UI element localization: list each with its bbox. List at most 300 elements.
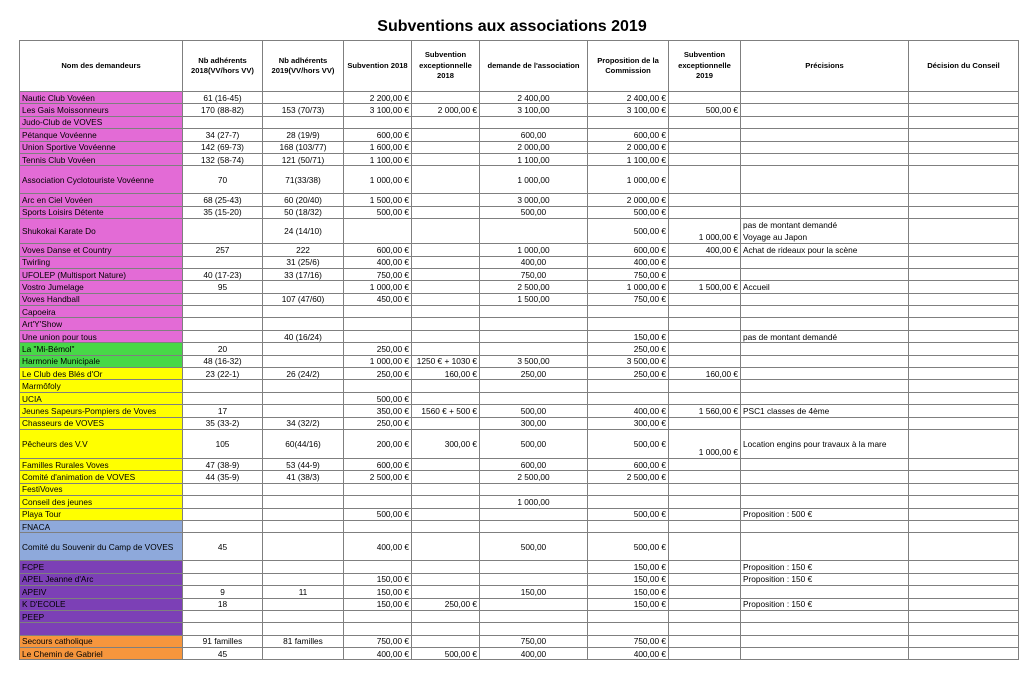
cell-council-decision [909, 141, 1019, 153]
cell-commission-proposal [588, 520, 669, 532]
cell-organisation-name: Pétanque Vovéenne [20, 129, 183, 141]
cell-grant-2018 [344, 116, 412, 128]
cell-commission-proposal: 2 500,00 € [588, 471, 669, 483]
cell-members-2019 [263, 306, 344, 318]
cell-members-2019: 153 (70/73) [263, 104, 344, 116]
table-row [20, 281, 1019, 293]
cell-commission-proposal: 500,00 € [588, 429, 669, 458]
table-row [20, 318, 1019, 330]
table-row [20, 256, 1019, 268]
cell-exceptional-grant-2018 [412, 343, 480, 355]
cell-association-request [480, 392, 588, 404]
cell-association-request: 400,00 [480, 648, 588, 660]
cell-exceptional-grant-2019 [669, 598, 741, 610]
cell-exceptional-grant-2019 [669, 561, 741, 573]
cell-details: Proposition : 500 € [741, 508, 909, 520]
cell-details [741, 116, 909, 128]
cell-grant-2018: 3 100,00 € [344, 104, 412, 116]
cell-exceptional-grant-2018 [412, 330, 480, 342]
cell-exceptional-grant-2019 [669, 355, 741, 367]
cell-organisation-name: Twirling [20, 256, 183, 268]
cell-organisation-name: Jeunes Sapeurs-Pompiers de Voves [20, 405, 183, 417]
table-row [20, 355, 1019, 367]
cell-association-request: 3 100,00 [480, 104, 588, 116]
cell-association-request: 2 500,00 [480, 281, 588, 293]
cell-grant-2018: 250,00 € [344, 368, 412, 380]
cell-organisation-name: Judo-Club de VOVES [20, 116, 183, 128]
cell-commission-proposal: 300,00 € [588, 417, 669, 429]
cell-members-2019 [263, 281, 344, 293]
cell-members-2019 [263, 355, 344, 367]
cell-grant-2018 [344, 561, 412, 573]
cell-exceptional-grant-2019 [669, 471, 741, 483]
cell-exceptional-grant-2018: 1560 € + 500 € [412, 405, 480, 417]
subsidies-table [19, 40, 1019, 660]
cell-grant-2018 [344, 483, 412, 495]
cell-commission-proposal [588, 318, 669, 330]
cell-grant-2018: 450,00 € [344, 293, 412, 305]
cell-members-2018 [183, 306, 263, 318]
cell-members-2018: 91 familles [183, 635, 263, 647]
cell-members-2019 [263, 392, 344, 404]
cell-association-request [480, 623, 588, 635]
cell-council-decision [909, 623, 1019, 635]
cell-commission-proposal: 500,00 € [588, 206, 669, 218]
cell-association-request: 400,00 [480, 256, 588, 268]
cell-exceptional-grant-2019 [669, 268, 741, 280]
cell-association-request [480, 380, 588, 392]
cell-details [741, 380, 909, 392]
cell-exceptional-grant-2019 [669, 496, 741, 508]
cell-organisation-name: UFOLEP (Multisport Nature) [20, 268, 183, 280]
cell-association-request [480, 219, 588, 244]
cell-exceptional-grant-2019: 1 560,00 € [669, 405, 741, 417]
cell-organisation-name: FNACA [20, 520, 183, 532]
cell-exceptional-grant-2018 [412, 281, 480, 293]
details-line: Voyage au Japon [743, 232, 808, 243]
cell-members-2018 [183, 623, 263, 635]
cell-details: Proposition : 150 € [741, 561, 909, 573]
cell-grant-2018 [344, 496, 412, 508]
cell-members-2018: 20 [183, 343, 263, 355]
cell-exceptional-grant-2019 [669, 194, 741, 206]
cell-exceptional-grant-2018 [412, 496, 480, 508]
cell-grant-2018: 500,00 € [344, 508, 412, 520]
cell-members-2018: 18 [183, 598, 263, 610]
cell-exceptional-grant-2018: 250,00 € [412, 598, 480, 610]
table-row [20, 141, 1019, 153]
cell-details: Achat de rideaux pour la scène [741, 244, 909, 256]
cell-exceptional-grant-2018 [412, 533, 480, 561]
cell-council-decision [909, 293, 1019, 305]
cell-association-request: 2 400,00 [480, 92, 588, 104]
cell-organisation-name: Comité d'animation de VOVES [20, 471, 183, 483]
cell-organisation-name: UCIA [20, 392, 183, 404]
cell-members-2018 [183, 392, 263, 404]
cell-council-decision [909, 648, 1019, 660]
cell-exceptional-grant-2018 [412, 306, 480, 318]
cell-exceptional-grant-2018 [412, 256, 480, 268]
header-association-request: demande de l'association [480, 41, 588, 92]
cell-commission-proposal: 150,00 € [588, 573, 669, 585]
header-exceptional-grant-2019: Subvention exceptionnelle 2019 [669, 41, 741, 92]
table-row [20, 166, 1019, 194]
cell-exceptional-grant-2019 [669, 648, 741, 660]
cell-organisation-name: Comité du Souvenir du Camp de VOVES [20, 533, 183, 561]
cell-details [741, 586, 909, 598]
table-row [20, 405, 1019, 417]
cell-members-2018: 35 (33-2) [183, 417, 263, 429]
cell-exceptional-grant-2019 [669, 392, 741, 404]
cell-commission-proposal [588, 306, 669, 318]
cell-exceptional-grant-2018 [412, 244, 480, 256]
cell-exceptional-grant-2019 [669, 533, 741, 561]
cell-commission-proposal: 1 000,00 € [588, 281, 669, 293]
cell-exceptional-grant-2019: 500,00 € [669, 104, 741, 116]
cell-exceptional-grant-2018 [412, 293, 480, 305]
cell-details [741, 318, 909, 330]
cell-organisation-name: Chasseurs de VOVES [20, 417, 183, 429]
cell-commission-proposal: 3 500,00 € [588, 355, 669, 367]
cell-council-decision [909, 610, 1019, 622]
table-row [20, 116, 1019, 128]
cell-association-request [480, 318, 588, 330]
cell-council-decision [909, 129, 1019, 141]
cell-members-2018: 132 (58-74) [183, 153, 263, 165]
cell-members-2019 [263, 405, 344, 417]
cell-organisation-name: K D'ECOLE [20, 598, 183, 610]
cell-organisation-name: Playa Tour [20, 508, 183, 520]
cell-details [741, 194, 909, 206]
cell-exceptional-grant-2019 [669, 318, 741, 330]
cell-organisation-name: APEL Jeanne d'Arc [20, 573, 183, 585]
cell-organisation-name: Association Cyclotouriste Vovéenne [20, 166, 183, 194]
cell-council-decision [909, 586, 1019, 598]
cell-council-decision [909, 392, 1019, 404]
cell-details [741, 471, 909, 483]
cell-grant-2018: 750,00 € [344, 635, 412, 647]
cell-members-2018: 45 [183, 533, 263, 561]
cell-organisation-name: Shukokai Karate Do [20, 219, 183, 244]
cell-grant-2018: 2 500,00 € [344, 471, 412, 483]
cell-council-decision [909, 206, 1019, 218]
cell-council-decision [909, 561, 1019, 573]
cell-council-decision [909, 496, 1019, 508]
cell-association-request: 3 000,00 [480, 194, 588, 206]
cell-organisation-name: Marmôfoly [20, 380, 183, 392]
cell-organisation-name: Harmonie Municipale [20, 355, 183, 367]
cell-commission-proposal: 750,00 € [588, 268, 669, 280]
cell-members-2018 [183, 318, 263, 330]
cell-grant-2018: 150,00 € [344, 573, 412, 585]
table-body [20, 92, 1019, 660]
cell-exceptional-grant-2018 [412, 92, 480, 104]
cell-exceptional-grant-2019: 1 000,00 € [669, 429, 741, 458]
cell-association-request: 250,00 [480, 368, 588, 380]
cell-members-2019: 31 (25/6) [263, 256, 344, 268]
cell-members-2019 [263, 648, 344, 660]
cell-exceptional-grant-2018 [412, 219, 480, 244]
cell-commission-proposal: 150,00 € [588, 586, 669, 598]
cell-association-request: 300,00 [480, 417, 588, 429]
table-row [20, 219, 1019, 244]
cell-organisation-name: La "Mi-Bémol" [20, 343, 183, 355]
cell-details [741, 206, 909, 218]
cell-grant-2018: 400,00 € [344, 648, 412, 660]
cell-details: pas de montant demandé [741, 330, 909, 342]
cell-members-2019: 41 (38/3) [263, 471, 344, 483]
cell-grant-2018: 500,00 € [344, 392, 412, 404]
cell-members-2019: 121 (50/71) [263, 153, 344, 165]
cell-council-decision [909, 520, 1019, 532]
header-details: Précisions [741, 41, 909, 92]
cell-organisation-name: Nautic Club Vovéen [20, 92, 183, 104]
cell-grant-2018 [344, 380, 412, 392]
cell-members-2018 [183, 561, 263, 573]
cell-grant-2018: 1 000,00 € [344, 166, 412, 194]
cell-exceptional-grant-2019 [669, 116, 741, 128]
cell-exceptional-grant-2018 [412, 268, 480, 280]
cell-members-2018: 35 (15-20) [183, 206, 263, 218]
cell-details [741, 104, 909, 116]
cell-council-decision [909, 598, 1019, 610]
table-row [20, 561, 1019, 573]
cell-grant-2018: 1 000,00 € [344, 355, 412, 367]
cell-commission-proposal: 3 100,00 € [588, 104, 669, 116]
cell-organisation-name: PEEP [20, 610, 183, 622]
cell-details: Accueil [741, 281, 909, 293]
cell-council-decision [909, 343, 1019, 355]
table-row [20, 392, 1019, 404]
cell-organisation-name: FCPE [20, 561, 183, 573]
cell-members-2019: 11 [263, 586, 344, 598]
cell-council-decision [909, 92, 1019, 104]
table-row [20, 306, 1019, 318]
cell-commission-proposal: 2 000,00 € [588, 141, 669, 153]
cell-organisation-name: Le Chemin de Gabriel [20, 648, 183, 660]
table-row [20, 380, 1019, 392]
cell-grant-2018 [344, 330, 412, 342]
cell-exceptional-grant-2019: 400,00 € [669, 244, 741, 256]
cell-exceptional-grant-2019 [669, 153, 741, 165]
cell-commission-proposal: 250,00 € [588, 343, 669, 355]
cell-exceptional-grant-2018 [412, 483, 480, 495]
cell-exceptional-grant-2018 [412, 318, 480, 330]
cell-exceptional-grant-2018 [412, 129, 480, 141]
cell-organisation-name: Arc en Ciel Vovéen [20, 194, 183, 206]
header-members-2019: Nb adhérents 2019(VV/hors VV) [263, 41, 344, 92]
cell-commission-proposal: 750,00 € [588, 635, 669, 647]
cell-details [741, 268, 909, 280]
header-members-2018: Nb adhérents 2018(VV/hors VV) [183, 41, 263, 92]
table-row [20, 496, 1019, 508]
cell-members-2018 [183, 380, 263, 392]
cell-commission-proposal: 600,00 € [588, 129, 669, 141]
table-row [20, 92, 1019, 104]
cell-members-2019: 107 (47/60) [263, 293, 344, 305]
cell-exceptional-grant-2019 [669, 92, 741, 104]
cell-members-2018: 23 (22-1) [183, 368, 263, 380]
cell-commission-proposal: 500,00 € [588, 508, 669, 520]
cell-details [741, 417, 909, 429]
cell-commission-proposal: 600,00 € [588, 244, 669, 256]
cell-council-decision [909, 458, 1019, 470]
cell-members-2018: 257 [183, 244, 263, 256]
cell-members-2018 [183, 508, 263, 520]
cell-association-request: 600,00 [480, 129, 588, 141]
cell-members-2019: 81 familles [263, 635, 344, 647]
cell-exceptional-grant-2018: 1250 € + 1030 € [412, 355, 480, 367]
cell-commission-proposal: 400,00 € [588, 405, 669, 417]
cell-details [741, 92, 909, 104]
cell-details: Proposition : 150 € [741, 573, 909, 585]
cell-grant-2018: 250,00 € [344, 343, 412, 355]
cell-details [741, 219, 909, 244]
cell-organisation-name: Secours catholique [20, 635, 183, 647]
cell-commission-proposal: 500,00 € [588, 533, 669, 561]
cell-exceptional-grant-2019 [669, 635, 741, 647]
cell-commission-proposal: 750,00 € [588, 293, 669, 305]
cell-exceptional-grant-2018 [412, 471, 480, 483]
cell-exceptional-grant-2018 [412, 194, 480, 206]
cell-grant-2018: 400,00 € [344, 256, 412, 268]
cell-exceptional-grant-2019 [669, 483, 741, 495]
cell-association-request: 2 000,00 [480, 141, 588, 153]
cell-organisation-name [20, 623, 183, 635]
cell-exceptional-grant-2018 [412, 508, 480, 520]
cell-members-2018 [183, 293, 263, 305]
cell-association-request: 500,00 [480, 405, 588, 417]
cell-council-decision [909, 471, 1019, 483]
cell-commission-proposal: 150,00 € [588, 330, 669, 342]
cell-association-request [480, 561, 588, 573]
cell-council-decision [909, 635, 1019, 647]
cell-organisation-name: Voves Danse et Country [20, 244, 183, 256]
cell-members-2018 [183, 219, 263, 244]
cell-commission-proposal: 600,00 € [588, 458, 669, 470]
cell-grant-2018: 1 500,00 € [344, 194, 412, 206]
cell-association-request: 1 000,00 [480, 166, 588, 194]
cell-organisation-name: Le Club des Blés d'Or [20, 368, 183, 380]
cell-members-2019: 34 (32/2) [263, 417, 344, 429]
cell-council-decision [909, 153, 1019, 165]
cell-commission-proposal [588, 496, 669, 508]
cell-details: Location engins pour travaux à la mare [741, 429, 909, 458]
cell-council-decision [909, 306, 1019, 318]
table-row [20, 343, 1019, 355]
table-row [20, 104, 1019, 116]
cell-members-2019: 222 [263, 244, 344, 256]
cell-members-2018 [183, 610, 263, 622]
cell-council-decision [909, 368, 1019, 380]
cell-exceptional-grant-2018 [412, 561, 480, 573]
cell-members-2019: 28 (19/9) [263, 129, 344, 141]
cell-association-request: 500,00 [480, 429, 588, 458]
cell-council-decision [909, 483, 1019, 495]
cell-members-2018 [183, 573, 263, 585]
table-row [20, 429, 1019, 458]
cell-association-request [480, 598, 588, 610]
cell-members-2018: 45 [183, 648, 263, 660]
cell-exceptional-grant-2018 [412, 417, 480, 429]
header-council-decision: Décision du Conseil [909, 41, 1019, 92]
cell-details [741, 496, 909, 508]
cell-members-2019: 26 (24/2) [263, 368, 344, 380]
cell-association-request: 500,00 [480, 206, 588, 218]
cell-organisation-name: Familles Rurales Voves [20, 458, 183, 470]
cell-members-2018: 70 [183, 166, 263, 194]
cell-organisation-name: Les Gais Moissonneurs [20, 104, 183, 116]
cell-council-decision [909, 429, 1019, 458]
cell-council-decision [909, 573, 1019, 585]
cell-organisation-name: Voves Handball [20, 293, 183, 305]
cell-members-2018: 34 (27-7) [183, 129, 263, 141]
cell-details [741, 533, 909, 561]
cell-details [741, 141, 909, 153]
cell-council-decision [909, 244, 1019, 256]
cell-organisation-name: Capoeira [20, 306, 183, 318]
cell-grant-2018 [344, 318, 412, 330]
header-commission-proposal: Proposition de la Commission [588, 41, 669, 92]
cell-details [741, 293, 909, 305]
cell-exceptional-grant-2018: 160,00 € [412, 368, 480, 380]
cell-details: Proposition : 150 € [741, 598, 909, 610]
cell-exceptional-grant-2019 [669, 330, 741, 342]
cell-grant-2018: 400,00 € [344, 533, 412, 561]
table-row [20, 268, 1019, 280]
cell-details: PSC1 classes de 4ème [741, 405, 909, 417]
cell-details [741, 623, 909, 635]
cell-exceptional-grant-2019 [669, 293, 741, 305]
cell-commission-proposal: 400,00 € [588, 256, 669, 268]
cell-commission-proposal: 2 400,00 € [588, 92, 669, 104]
table-row [20, 471, 1019, 483]
cell-exceptional-grant-2018 [412, 586, 480, 598]
cell-exceptional-grant-2018 [412, 116, 480, 128]
cell-details [741, 458, 909, 470]
cell-details [741, 166, 909, 194]
cell-exceptional-grant-2018 [412, 458, 480, 470]
cell-members-2018: 44 (35-9) [183, 471, 263, 483]
cell-exceptional-grant-2019 [669, 458, 741, 470]
cell-exceptional-grant-2018: 500,00 € [412, 648, 480, 660]
cell-association-request: 1 100,00 [480, 153, 588, 165]
cell-members-2019: 50 (18/32) [263, 206, 344, 218]
cell-association-request: 750,00 [480, 635, 588, 647]
cell-association-request [480, 306, 588, 318]
cell-exceptional-grant-2019 [669, 141, 741, 153]
cell-council-decision [909, 355, 1019, 367]
cell-members-2019: 71(33/38) [263, 166, 344, 194]
cell-exceptional-grant-2019 [669, 166, 741, 194]
cell-exceptional-grant-2019 [669, 610, 741, 622]
cell-council-decision [909, 268, 1019, 280]
cell-members-2018 [183, 496, 263, 508]
cell-members-2019 [263, 610, 344, 622]
cell-members-2019 [263, 508, 344, 520]
cell-members-2019: 168 (103/77) [263, 141, 344, 153]
cell-council-decision [909, 330, 1019, 342]
cell-grant-2018: 150,00 € [344, 598, 412, 610]
cell-grant-2018 [344, 306, 412, 318]
table-row [20, 458, 1019, 470]
cell-exceptional-grant-2018 [412, 206, 480, 218]
cell-members-2019 [263, 520, 344, 532]
header-grant-2018: Subvention 2018 [344, 41, 412, 92]
cell-grant-2018: 1 600,00 € [344, 141, 412, 153]
cell-members-2018 [183, 520, 263, 532]
cell-grant-2018 [344, 610, 412, 622]
